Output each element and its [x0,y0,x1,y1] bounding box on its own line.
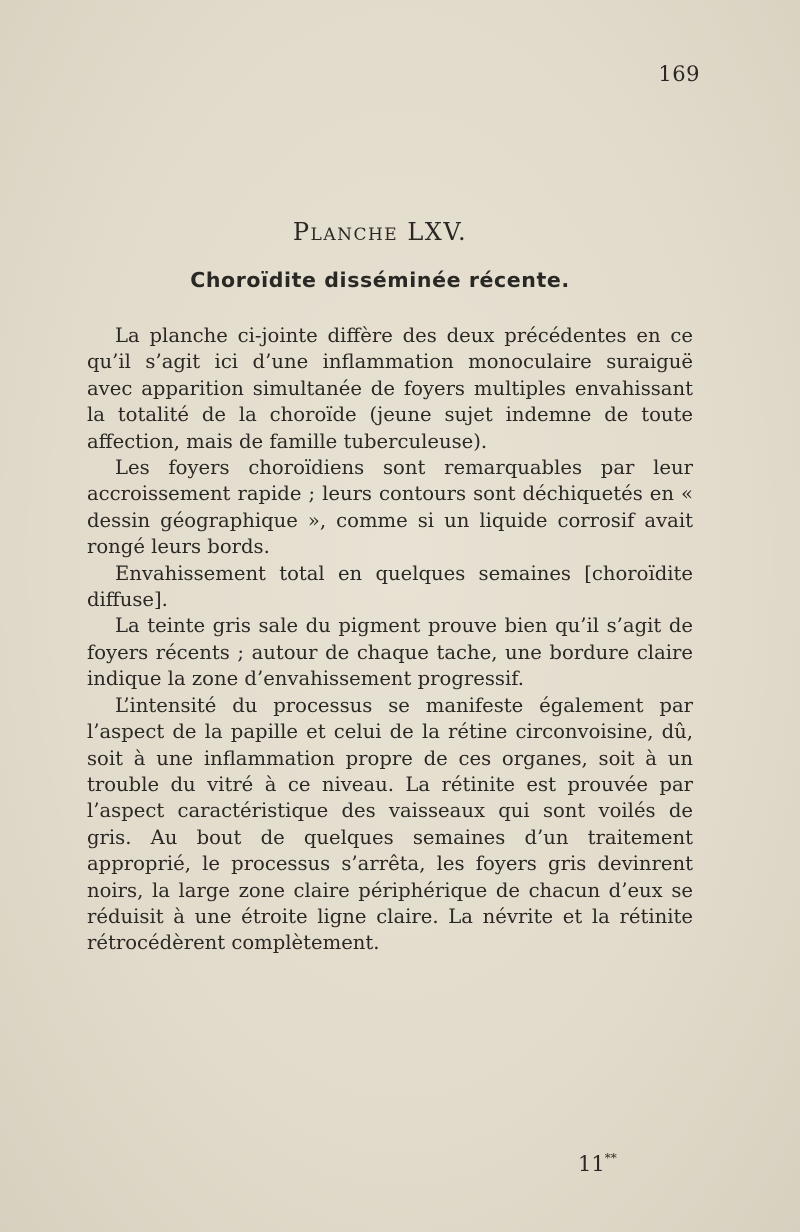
signature-number: 11 [578,1152,605,1176]
body-text [87,323,693,957]
page-number: 169 [658,62,700,86]
paragraph: La teinte gris sale du pigment prouve bien qu’il s’agit de foyers récents ; autour de chaque tache, une bordure claire indique la zone d’envahissement progressif. [87,614,693,691]
section-heading: Choroïdite disséminée récente. [190,268,570,292]
paragraph: Envahissement total en quelques semaines [choroïdite diffuse]. [87,561,693,612]
signature-stars: ** [604,1151,617,1165]
paragraph: La planche ci-jointe diffère des deux précédentes en ce qu’il s’agit ici d’une inflammation monoculaire suraiguë avec apparition simultanée de foyers multiples envahissant la totalité de la choroïde (jeune sujet indemne de toute affection, mais de famille tuberculeuse). [87,324,693,453]
paragraph: L’intensité du processus se manifeste également par l’aspect de la papille et celui de la rétine circonvoisine, dû, soit à une inflammation propre de ces organes, soit à un trouble du vitré à ce niveau. La rétinite est prouvée par l’aspect caractéristique des vaisseaux qui sont voilés de gris. Au bout de quelques semaines d’un traitement approprié, le processus s’arrêta, les foyers gris devinrent noirs, la large zone claire périphérique de chacun d’eux se réduisit à une étroite ligne claire. La névrite et la rétinite rétrocédèrent complètement. [87,693,693,955]
plate-title: Planche LXV. [292,218,468,246]
signature-mark [578,1151,617,1176]
paragraph: Les foyers choroïdiens sont remarquables par leur accroissement rapide ; leurs contours sont déchiquetés en « dessin géographique », comme si un liquide corrosif avait rongé leurs bords. [87,456,693,559]
